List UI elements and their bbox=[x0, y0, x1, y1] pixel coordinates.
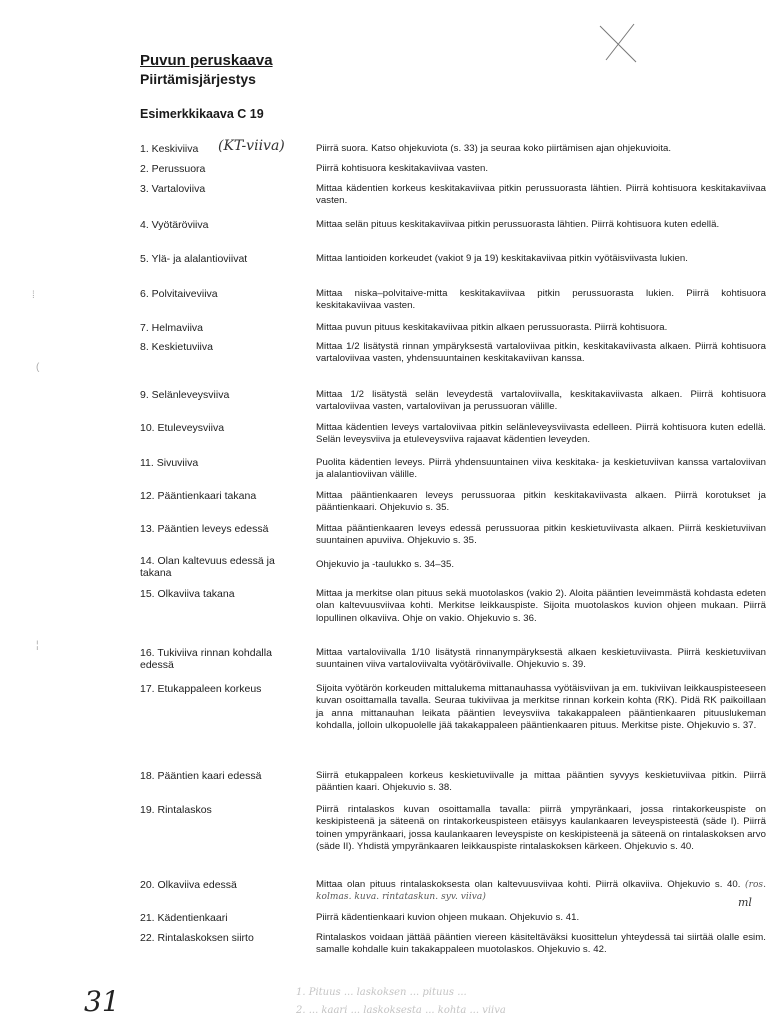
item-text: Piirrä suora. Katso ohjekuviota (s. 33) ja seuraa koko piirtämisen ajan ohjekuvioita. bbox=[316, 143, 672, 154]
item-text: Mittaa kädentien leveys vartaloviivaa pitkin selänleveysviivasta edelleen. Piirrä kohtisuora kuten edellä. Selän leveysviiva ja etuleveysviiva rajaavat kädentien leveyden. bbox=[316, 422, 766, 446]
item-label: 11. Sivuviiva bbox=[140, 457, 199, 469]
item-label: 15. Olkaviiva takana bbox=[140, 588, 235, 600]
item-text: Mittaa 1/2 lisätystä selän leveydestä vartaloviivalla, keskitakaviivasta alkaen. Piirrä kohtisuora vartaloviivaa vasten, vartaloviivan ja perussuoran välille. bbox=[316, 389, 766, 413]
margin-speck: ( bbox=[36, 362, 40, 373]
document-subtitle: Piirtämisjärjestys bbox=[140, 71, 256, 87]
item-text: Sijoita vyötärön korkeuden mittalukema mittanauhassa vyötäisviivan ja em. tukiviivan leikkauspisteeseen kuvan osoittamalla tavalla. Seuraa tukiviivaa ja merkitse rinnan korkein kohta (RK). Pidä RK paikoillaan ja anna mittanauhan leikata pääntien leveysviiva takakappaleen pääntienkaaren pituuslukeman kohdalla, jolloin ulkopuolelle jää takakappaleen pääntienkaaren pituus. Merkitse piste. Ohjekuvio s. 37. bbox=[316, 683, 766, 731]
pencil-cross-mark bbox=[596, 20, 644, 68]
item-text: Piirrä kohtisuora keskitakaviivaa vasten. bbox=[316, 163, 489, 174]
item-text: Mittaa puvun pituus keskitakaviivaa pitkin alkaen perussuorasta. Piirrä kohtisuora. bbox=[316, 322, 668, 333]
item-label: 2. Perussuora bbox=[140, 163, 206, 175]
item-text: Siirrä etukappaleen korkeus keskietuviivalle ja mittaa pääntien syvyys keskietuviivaa pitkin. Piirrä pääntien kaari. Ohjekuvio s. 38. bbox=[316, 770, 766, 794]
faint-note-line: 2. ... kaari ... laskoksesta ... kohta ... viiva bbox=[296, 1005, 506, 1016]
item-label: 8. Keskietuviiva bbox=[140, 341, 213, 353]
item-text: Puolita kädentien leveys. Piirrä yhdensuuntainen viiva keskitaka- ja keskietuviivan kanssa vartaloviivan ja alalantioviivan välille. bbox=[316, 457, 766, 481]
item-label: 5. Ylä- ja alalantioviivat bbox=[140, 253, 248, 265]
item-label: 6. Polvitaiveviiva bbox=[140, 288, 218, 300]
faint-handwritten-notes bbox=[296, 984, 766, 1020]
item-label: 4. Vyötäröviiva bbox=[140, 219, 209, 231]
item-text: Mittaa lantioiden korkeudet (vakiot 9 ja 19) keskitakaviivaa pitkin vyötäisviivasta lukien. bbox=[316, 253, 688, 264]
handwritten-side-mark: ml bbox=[738, 896, 752, 909]
handwritten-kt-note: (KT-viiva) bbox=[218, 138, 285, 154]
item-label: 20. Olkaviiva edessä bbox=[140, 879, 237, 891]
item-text: Piirrä kädentienkaari kuvion ohjeen mukaan. Ohjekuvio s. 41. bbox=[316, 912, 580, 923]
item-text: Mittaa niska–polvitaive-mitta keskitakaviivaa pitkin perussuorasta lukien. Piirrä kohtisuora keskitakaviivaa vasten. bbox=[316, 288, 766, 312]
item-label: 18. Pääntien kaari edessä bbox=[140, 770, 262, 782]
item-text: Mittaa 1/2 lisätystä rinnan ympäryksestä vartaloviivaa pitkin, keskitakaviivasta alkaen. Piirrä kohtisuora vartaloviivaa vasten, yhdensuuntainen keskitakaviivan kanssa. bbox=[316, 341, 766, 365]
item-text: Rintalaskos voidaan jättää pääntien viereen käsiteltäväksi kuosittelun yhteydessä tai siirtää olalle esim. samalle kohdalle kuin takakappaleen muotolaskos. Ohjekuvio s. 42. bbox=[316, 932, 766, 956]
item-label: 22. Rintalaskoksen siirto bbox=[140, 932, 254, 944]
handwritten-page-number: 31 bbox=[84, 985, 120, 1018]
item-text: Mittaa selän pituus keskitakaviivaa pitkin perussuorasta lähtien. Piirrä kohtisuora kuten edellä. bbox=[316, 219, 720, 230]
margin-speck: ⁞ bbox=[32, 290, 35, 301]
item-text bbox=[316, 879, 766, 904]
margin-speck: ¦ bbox=[36, 640, 39, 651]
item-label: 7. Helmaviiva bbox=[140, 322, 204, 334]
item-label: 16. Tukiviiva rinnan kohdalla edessä bbox=[140, 647, 272, 672]
title-block bbox=[140, 52, 273, 88]
item-label: 1. Keskiviiva bbox=[140, 143, 199, 155]
item-text: Mittaa pääntienkaaren leveys edessä perussuoraa pitkin keskietuviivasta alkaen. Piirrä keskietuviivan suuntainen apuviiva. Ohjekuvio s. 35. bbox=[316, 523, 766, 547]
example-pattern-label: Esimerkkikaava C 19 bbox=[140, 107, 264, 121]
item-label: 13. Pääntien leveys edessä bbox=[140, 523, 269, 535]
item-text: Mittaa ja merkitse olan pituus sekä muotolaskos (vakio 2). Aloita pääntien leveimmästä kohdasta edeten olan kaltevuusviivaa kohti. Merkitse leikkauspiste. Sijoita muotolaskos kuvion ohjeen mukaan. Piirrä lopullinen olkaviiva. Ohje on vakio. Ohjekuvio s. 36. bbox=[316, 588, 766, 624]
item-label: 19. Rintalaskos bbox=[140, 804, 212, 816]
item-label: 17. Etukappaleen korkeus bbox=[140, 683, 262, 695]
item-label: 12. Pääntienkaari takana bbox=[140, 490, 257, 502]
handwritten-inline-note: (ros. kolmas. kuva. rintataskun. syv. viiva) bbox=[316, 880, 766, 903]
item-label: 3. Vartaloviiva bbox=[140, 183, 206, 195]
item-label: 9. Selänleveysviiva bbox=[140, 389, 230, 401]
item-text-printed: Mittaa olan pituus rintalaskoksesta olan kaltevuusviivaa kohti. Piirrä olkaviiva. Ohjekuvio s. 40. bbox=[316, 879, 741, 890]
item-text: Piirrä rintalaskos kuvan osoittamalla tavalla: piirrä ympyränkaari, jossa rintakorkeuspiste on keskipisteenä ja säteenä on rintakorkeuspisteen etäisyys kaulankaaren leveyspisteestä (säde I). Piirrä toinen ympyränkaari, jossa kaulankaaren leveyspiste on keskipisteenä ja säteenä on rintalaskoksen arvo (säde II). Yhdistä ympyränkaaren leikkauspiste rintalaskoksen kärkeen. Ohjekuvio s. 40. bbox=[316, 804, 766, 852]
item-text: Mittaa pääntienkaaren leveys perussuoraa pitkin keskitakaviivasta alkaen. Piirrä korotukset ja pääntienkaari. Ohjekuvio s. 35. bbox=[316, 490, 766, 514]
item-label: 14. Olan kaltevuus edessä ja takana bbox=[140, 555, 275, 580]
faint-note-line: 1. Pituus ... laskoksen ... pituus ... bbox=[296, 987, 467, 998]
item-text: Mittaa vartaloviivalla 1/10 lisätystä rinnanympäryksestä alkaen keskietuviivasta. Piirrä keskietuviivan suuntainen viiva vartaloviivalta vyötäröviivalle. Ohjekuvio s. 39. bbox=[316, 647, 766, 671]
document-title: Puvun peruskaava bbox=[140, 52, 273, 69]
item-text: Mittaa kädentien korkeus keskitakaviivaa pitkin perussuorasta lähtien. Piirrä kohtisuora keskitakaviivaa vasten. bbox=[316, 183, 766, 207]
item-label: 10. Etuleveysviiva bbox=[140, 422, 225, 434]
item-label: 21. Kädentienkaari bbox=[140, 912, 228, 924]
item-text: Ohjekuvio ja -taulukko s. 34–35. bbox=[316, 559, 455, 570]
